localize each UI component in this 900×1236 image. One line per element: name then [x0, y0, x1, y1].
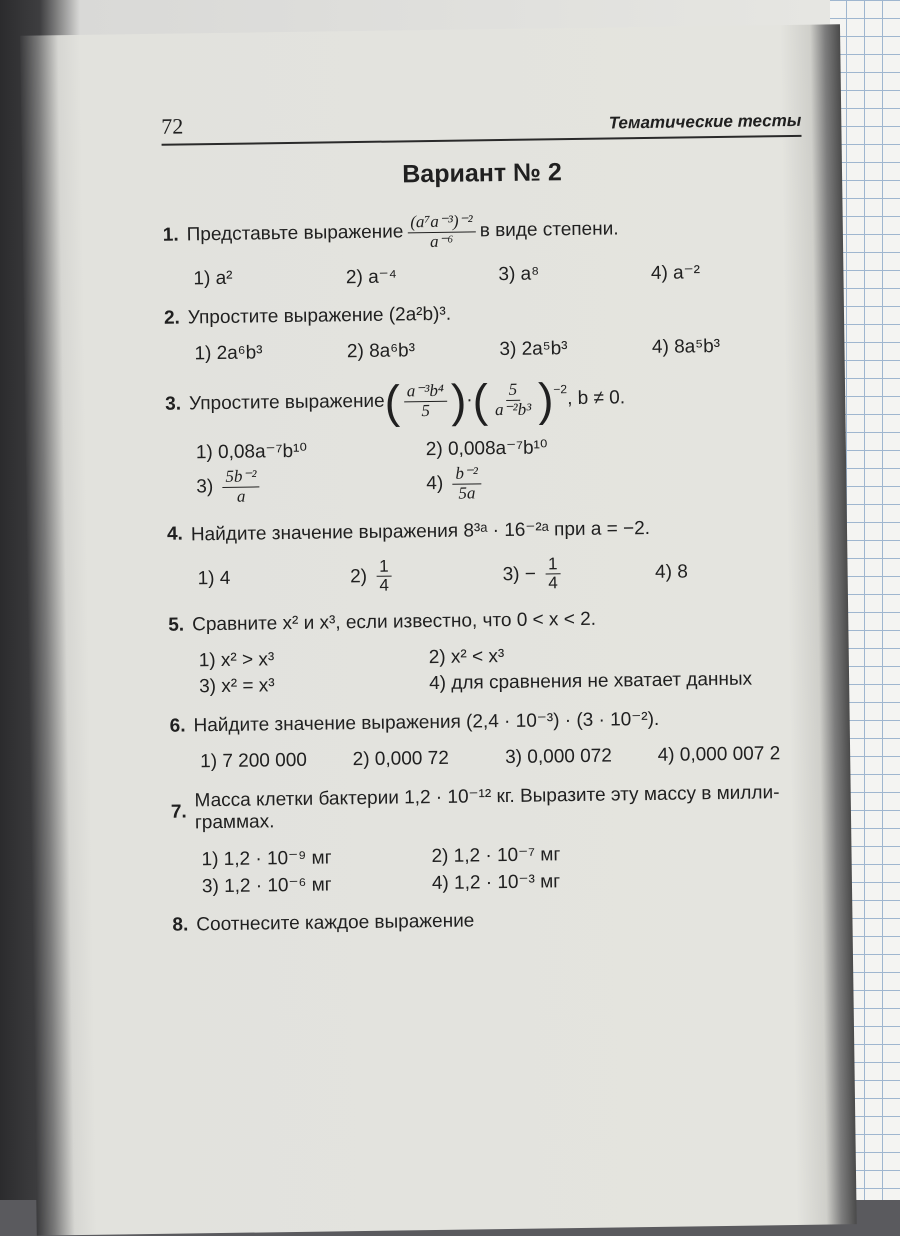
page-content — [161, 105, 812, 937]
question-number: 5. — [168, 614, 185, 636]
fraction-denominator: 4 — [548, 573, 558, 593]
answer-option: 4) 8 — [654, 561, 688, 583]
answer-option: 3) x² = x³ — [199, 675, 275, 698]
question-text: Упростите выражение — [188, 391, 385, 415]
answer-option — [196, 465, 427, 507]
question-text: Найдите значение выражения (2,4 · 10⁻³) · (3 · 10⁻²). — [193, 708, 660, 737]
expression-fraction-2 — [492, 381, 535, 420]
answer-option: 3) 2a⁵b³ — [499, 338, 568, 361]
answer-option: 4) 8a⁵b³ — [651, 336, 721, 359]
question-number: 8. — [172, 914, 189, 936]
question-5 — [168, 606, 809, 699]
answer-option: 4) a⁻² — [650, 262, 701, 285]
fraction-numerator: (a⁷a⁻³)⁻² — [407, 212, 476, 233]
answer-options — [194, 335, 804, 366]
answer-fraction — [222, 468, 260, 507]
answer-option: 1) x² > x³ — [198, 649, 275, 672]
answer-option: 4) для сравнения не хватает данных — [428, 668, 753, 695]
question-2 — [164, 299, 805, 366]
fraction-denominator: 4 — [379, 576, 390, 596]
power-exponent: −2 — [553, 382, 568, 397]
answer-options — [197, 552, 807, 599]
answer-option: 2) x² < x³ — [428, 646, 505, 669]
question-text-end: в виде степени. — [479, 218, 619, 242]
answer-option: 3) 1,2 · 10⁻⁶ мг — [201, 874, 332, 898]
answer-option: 1) a² — [193, 268, 233, 290]
answer-option: 1) 1,2 · 10⁻⁹ мг — [201, 847, 332, 871]
question-6 — [170, 706, 811, 774]
answer-option: 2) 1,2 · 10⁻⁷ мг — [431, 844, 561, 868]
answer-label: 3) − — [502, 563, 537, 585]
question-3 — [165, 373, 807, 507]
answer-option — [350, 556, 503, 597]
expression-fraction — [407, 212, 476, 251]
fraction-numerator: 5b⁻² — [222, 468, 259, 488]
answer-option: 1) 4 — [197, 567, 231, 590]
question-number: 6. — [169, 715, 186, 737]
question-text: Масса клетки бактерии 1,2 · 10⁻¹² кг. Выразите эту массу в милли-граммах. — [194, 782, 780, 834]
answer-options — [199, 642, 810, 699]
answer-option — [426, 461, 757, 504]
answer-option: 4) 1,2 · 10⁻³ мг — [431, 871, 561, 895]
question-number: 3. — [165, 393, 182, 416]
running-title: Тематические тесты — [608, 110, 802, 133]
answer-fraction — [452, 465, 481, 504]
question-text: Сравните x² и x³, если известно, что 0 < x < 2. — [191, 608, 597, 636]
answer-option: 1) 2a⁶b³ — [194, 342, 263, 365]
page-header — [161, 105, 801, 146]
fraction-denominator: 5 — [421, 400, 430, 421]
left-paren: ( — [472, 374, 489, 427]
left-paren: ( — [384, 375, 401, 429]
answer-option: 1) 7 200 000 — [200, 749, 308, 773]
answer-options — [201, 840, 812, 899]
answer-option: 4) 0,000 007 2 — [657, 743, 781, 767]
answer-options — [196, 433, 807, 507]
question-text: Упростите выражение (2a²b)³. — [187, 304, 452, 329]
right-paren: ) — [450, 374, 467, 428]
answer-option: 2) 8a⁶b³ — [346, 340, 416, 363]
question-number: 2. — [163, 307, 181, 330]
question-7 — [171, 781, 812, 899]
fraction-denominator: a — [236, 486, 246, 506]
question-number: 4. — [166, 523, 184, 545]
question-8 — [172, 906, 812, 937]
fraction-denominator: a⁻²b³ — [494, 399, 532, 420]
answer-option — [502, 554, 655, 595]
answer-option: 2) a⁻⁴ — [345, 266, 398, 289]
question-text: Найдите значение выражения 8³ᵃ · 16⁻²ᵃ при a = −2. — [190, 517, 651, 546]
answer-label: 4) — [426, 473, 444, 495]
multiply-dot: · — [466, 389, 473, 411]
expression-fraction-1 — [404, 382, 448, 421]
question-number: 1. — [162, 224, 179, 246]
answer-fraction — [376, 557, 392, 596]
question-1 — [163, 208, 804, 292]
variant-title: Вариант № 2 — [402, 158, 562, 189]
answer-option: 3) 0,000 072 — [505, 745, 613, 769]
answer-label: 2) — [349, 565, 368, 588]
answer-options — [193, 260, 803, 292]
fraction-denominator: 5a — [458, 483, 476, 503]
question-text: Соотнесите каждое выражение — [196, 910, 475, 936]
page-number: 72 — [161, 113, 184, 139]
fraction-numerator: a⁻³b⁴ — [404, 382, 447, 402]
fraction-numerator: b⁻² — [452, 465, 481, 485]
answer-option: 3) a⁸ — [498, 263, 540, 286]
right-paren: ) — [537, 373, 554, 426]
fraction-numerator: 1 — [545, 555, 561, 575]
question-text-end: , b ≠ 0. — [566, 387, 626, 410]
answer-option: 1) 0,08a⁻⁷b¹⁰ — [195, 441, 308, 464]
question-text: Представьте выражение — [186, 221, 404, 246]
answer-label: 3) — [196, 476, 214, 498]
answer-options — [200, 743, 810, 774]
fraction-denominator: a⁻⁶ — [429, 231, 454, 251]
answer-option: 2) 0,008a⁻⁷b¹⁰ — [425, 437, 548, 461]
answer-fraction — [545, 555, 561, 594]
fraction-numerator: 1 — [376, 557, 392, 577]
book-page — [20, 24, 857, 1235]
question-4 — [167, 515, 808, 599]
answer-option: 2) 0,000 72 — [352, 747, 449, 771]
fraction-numerator: 5 — [506, 381, 521, 401]
question-number: 7. — [170, 801, 187, 823]
